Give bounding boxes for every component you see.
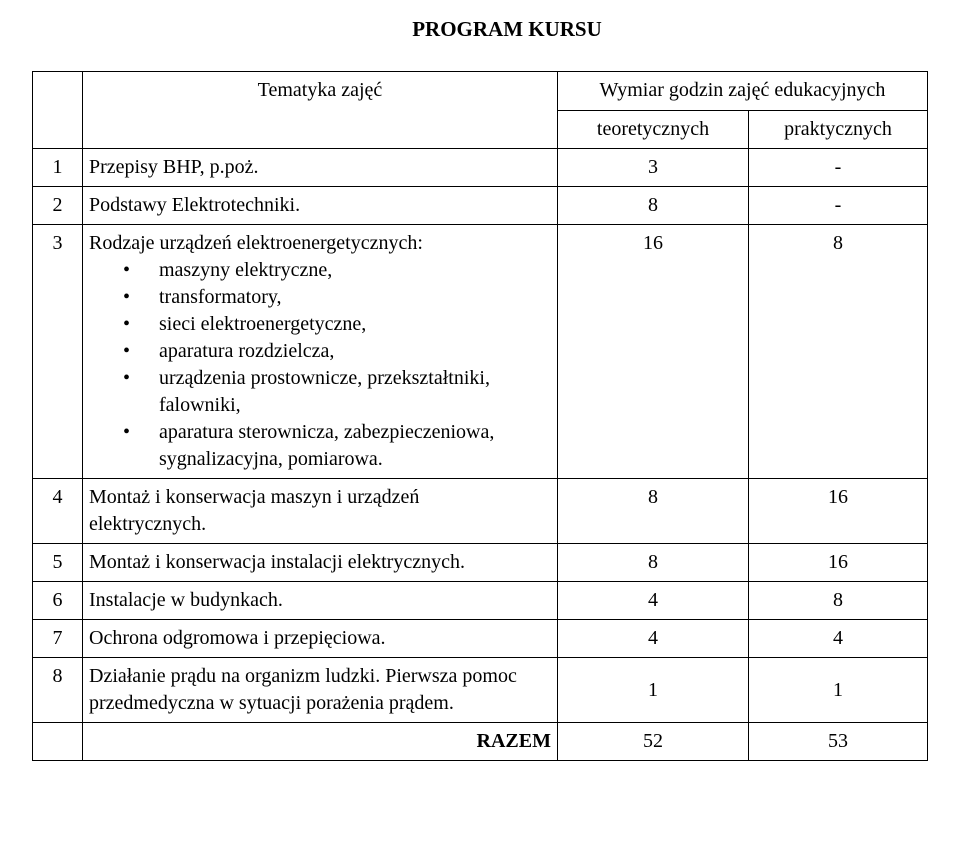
row-topic: Przepisy BHP, p.poż. <box>83 149 558 187</box>
row-theoretical: 4 <box>558 620 749 658</box>
total-practical: 53 <box>749 723 928 761</box>
row-theoretical: 3 <box>558 149 749 187</box>
row-topic: Montaż i konserwacja maszyn i urządzeń elektrycznych. <box>83 479 558 544</box>
row-number: 7 <box>33 620 83 658</box>
row-theoretical: 8 <box>558 187 749 225</box>
row-topic: Instalacje w budynkach. <box>83 582 558 620</box>
list-item: • maszyny elektryczne, <box>159 257 551 284</box>
row-practical: 4 <box>749 620 928 658</box>
row-practical: 16 <box>749 544 928 582</box>
total-row <box>33 723 928 761</box>
table-row <box>33 620 928 658</box>
row-topic: Rodzaje urządzeń elektroenergetycznych: <box>89 232 423 254</box>
total-label: RAZEM <box>83 723 558 761</box>
document-title: PROGRAM KURSU <box>412 17 602 41</box>
row-topic-cell <box>83 225 558 479</box>
total-number-cell <box>33 723 83 761</box>
table-row <box>33 187 928 225</box>
course-program-table <box>32 71 928 761</box>
row-practical: 16 <box>749 479 928 544</box>
row-number: 2 <box>33 187 83 225</box>
table-row <box>33 225 928 479</box>
total-theoretical: 52 <box>558 723 749 761</box>
row-practical: 8 <box>749 225 928 479</box>
row-topic: Podstawy Elektrotechniki. <box>83 187 558 225</box>
table-row <box>33 544 928 582</box>
header-practical: praktycznych <box>749 111 928 149</box>
row-practical: - <box>749 149 928 187</box>
header-topic: Tematyka zajęć <box>83 72 558 149</box>
table-row <box>33 479 928 544</box>
row-theoretical: 8 <box>558 479 749 544</box>
row-topic: Montaż i konserwacja instalacji elektrycznych. <box>83 544 558 582</box>
list-item: • aparatura sterownicza, zabezpieczeniowa, sygnalizacyjna, pomiarowa. <box>159 419 551 473</box>
header-theoretical: teoretycznych <box>558 111 749 149</box>
row-theoretical: 1 <box>558 658 749 723</box>
row-theoretical: 8 <box>558 544 749 582</box>
row-number: 6 <box>33 582 83 620</box>
row-practical: 1 <box>749 658 928 723</box>
header-hours-group: Wymiar godzin zajęć edukacyjnych <box>558 72 928 111</box>
row-theoretical: 4 <box>558 582 749 620</box>
row-practical: - <box>749 187 928 225</box>
table-row <box>33 149 928 187</box>
table-row <box>33 582 928 620</box>
table-row <box>33 658 928 723</box>
list-item: • aparatura rozdzielcza, <box>159 338 551 365</box>
row-topic: Ochrona odgromowa i przepięciowa. <box>83 620 558 658</box>
list-item: • sieci elektroenergetyczne, <box>159 311 551 338</box>
list-item: • urządzenia prostownicze, przekształtniki, falowniki, <box>159 365 551 419</box>
row-practical: 8 <box>749 582 928 620</box>
row-number: 3 <box>33 225 83 479</box>
row-number: 4 <box>33 479 83 544</box>
row-number: 5 <box>33 544 83 582</box>
row-topic: Działanie prądu na organizm ludzki. Pierwsza pomoc przedmedyczna w sytuacji porażenia prądem. <box>83 658 558 723</box>
row-number: 1 <box>33 149 83 187</box>
row-theoretical: 16 <box>558 225 749 479</box>
header-row <box>33 72 928 111</box>
bullet-list <box>89 257 551 473</box>
row-number: 8 <box>33 658 83 723</box>
header-number-cell <box>33 72 83 149</box>
list-item: • transformatory, <box>159 284 551 311</box>
